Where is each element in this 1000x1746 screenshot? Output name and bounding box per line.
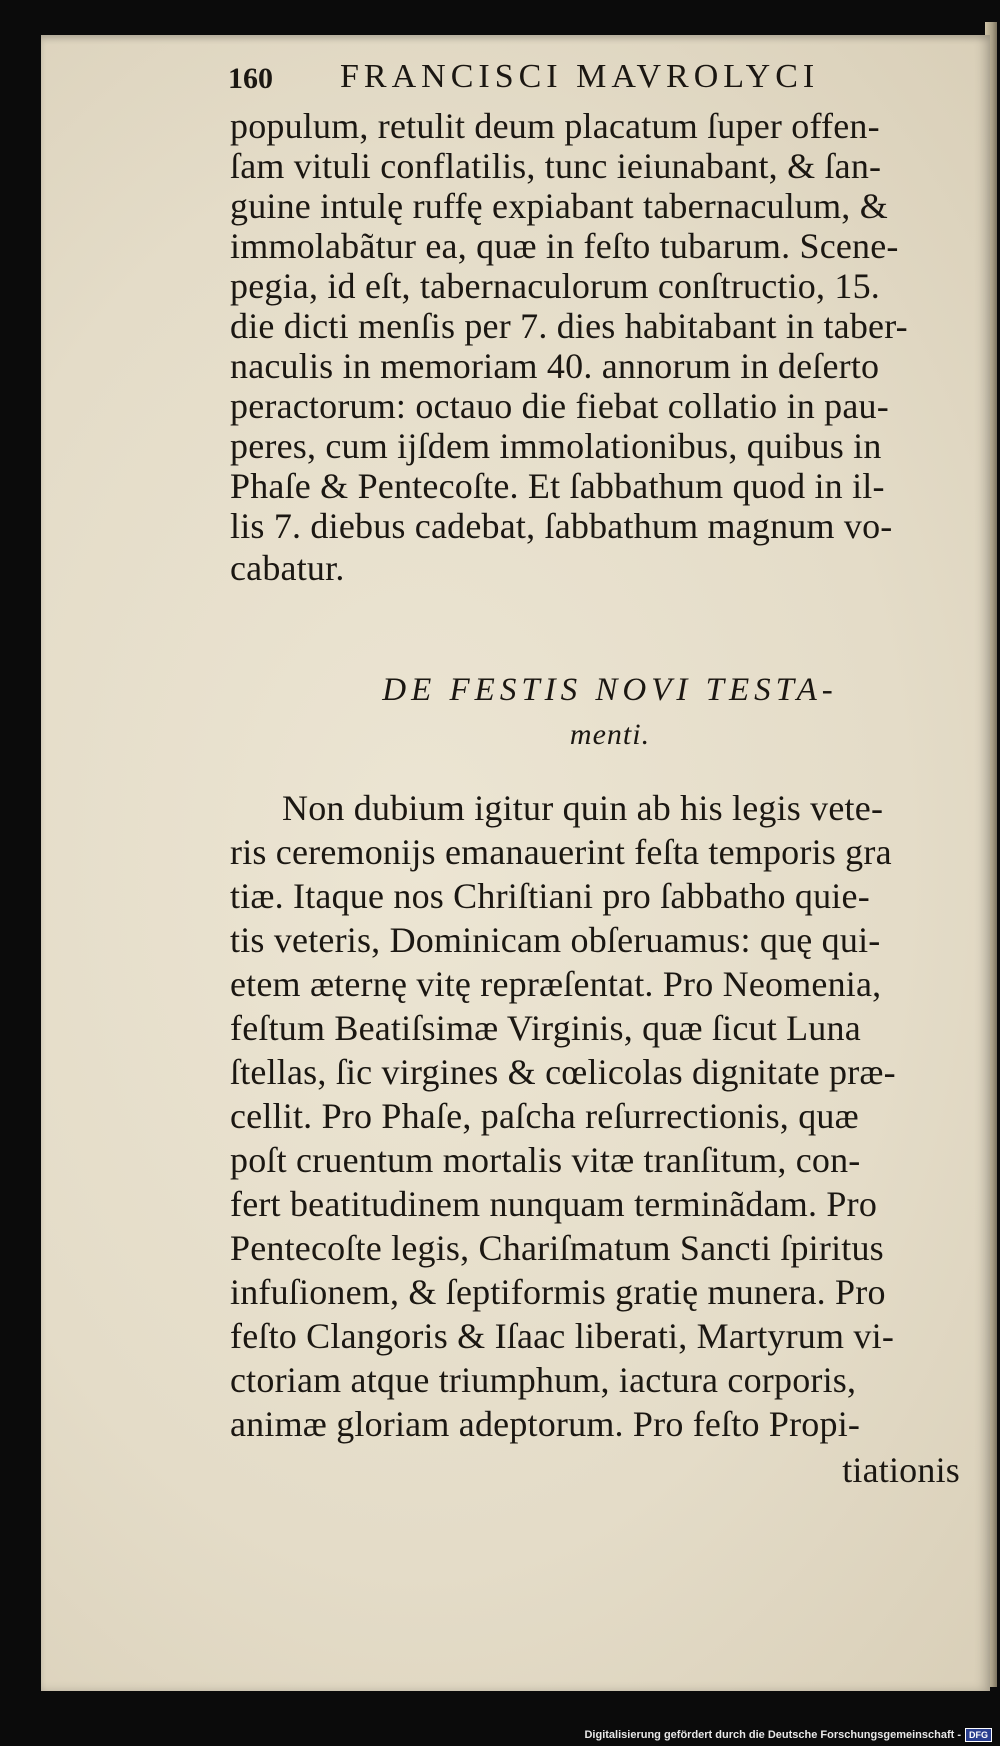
page-number: 160 — [228, 62, 273, 95]
text-line: fert beatitudinem nunquam terminãdam. Pro — [230, 1184, 878, 1224]
text-line: peres, cum ijſdem immolationibus, quibus in — [230, 426, 882, 466]
running-head — [228, 58, 988, 108]
text-line: cabatur. — [230, 548, 345, 588]
text-line: tiæ. Itaque nos Chriſtiani pro ſabbatho quie- — [230, 876, 870, 916]
text-line: poſt cruentum mortalis vitæ tranſitum, con- — [230, 1140, 861, 1180]
text-line: peractorum: octauo die fiebat collatio in pau- — [230, 386, 889, 426]
text-line: feſto Clangoris & Iſaac liberati, Martyrum vi- — [230, 1316, 895, 1356]
text-line: infuſionem, & ſeptiformis gratię munera. Pro — [230, 1272, 886, 1312]
credit-text: Digitalisierung gefördert durch die Deutsche Forschungsgemeinschaft - — [584, 1729, 961, 1741]
section-heading-continuation: menti. — [569, 718, 651, 751]
text-line: naculis in memoriam 40. annorum in deſerto — [230, 346, 880, 386]
text-line: guine intulę ruffę expiabant tabernaculum, & — [230, 186, 888, 226]
text-line: immolabãtur ea, quæ in feſto tubarum. Scene- — [230, 226, 899, 266]
text-line: feſtum Beatiſsimæ Virginis, quæ ſicut Luna — [230, 1008, 861, 1048]
text-line: ris ceremonijs emanauerint feſta temporis gra — [230, 832, 892, 872]
text-line: tis veteris, Dominicam obſeruamus: quę qui- — [230, 920, 881, 960]
text-line: lis 7. diebus cadebat, ſabbathum magnum vo- — [230, 506, 893, 546]
dfg-logo: DFG — [965, 1728, 992, 1742]
text-line: etem æternę vitę repræſentat. Pro Neomenia, — [230, 964, 882, 1004]
digitization-credit — [584, 1728, 992, 1742]
text-line: ſtellas, ſic virgines & cœlicolas dignitate præ- — [230, 1052, 896, 1092]
text-line: pegia, id eſt, tabernaculorum conſtructio, 15. — [230, 266, 880, 306]
text-line: cellit. Pro Phaſe, paſcha reſurrectionis, quæ — [230, 1096, 859, 1136]
text-line: ctoriam atque triumphum, iactura corporis, — [230, 1360, 857, 1400]
text-line: ſam vituli conflatilis, tunc ieiunabant, & ſan- — [230, 146, 882, 186]
text-line: Non dubium igitur quin ab his legis vete- — [282, 788, 884, 828]
text-line: Pentecoſte legis, Chariſmatum Sancti ſpiritus — [230, 1228, 884, 1268]
text-line: die dicti menſis per 7. dies habitabant in taber- — [230, 306, 908, 346]
catchword: tiationis — [842, 1450, 960, 1490]
text-line: populum, retulit deum placatum ſuper offen- — [230, 106, 880, 146]
text-line: Phaſe & Pentecoſte. Et ſabbathum quod in il- — [230, 466, 885, 506]
text-line: animæ gloriam adeptorum. Pro feſto Propi- — [230, 1404, 861, 1444]
section-heading: DE FESTIS NOVI TESTA- — [382, 672, 838, 708]
running-title: FRANCISCI MAVROLYCI — [340, 58, 820, 95]
